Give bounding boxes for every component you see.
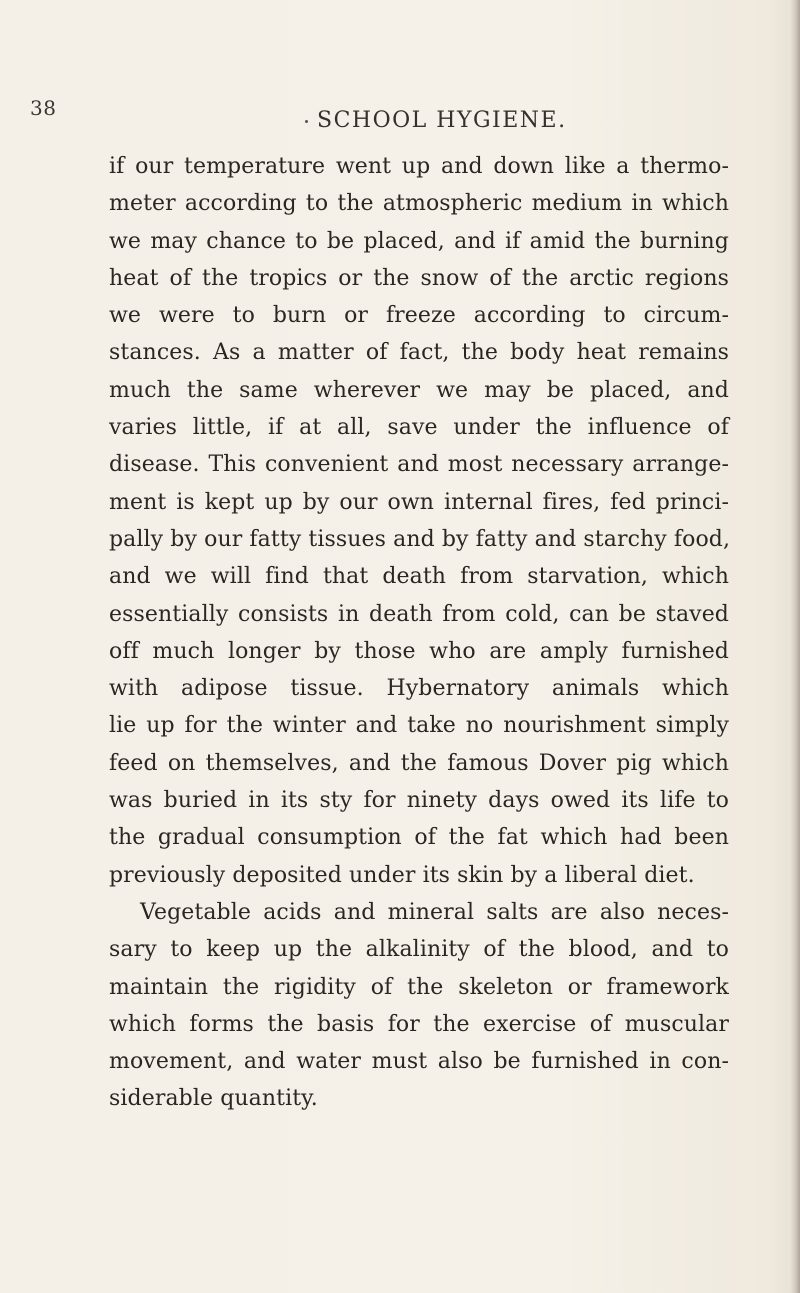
text-line: meter according to the atmospheric medium in which	[109, 191, 729, 217]
text-line: stances. As a matter of fact, the body heat remains	[109, 340, 729, 366]
running-head: SCHOOL HYGIENE.	[317, 108, 567, 133]
text-line: ment is kept up by our own internal fires, fed princi-	[109, 489, 729, 515]
text-line: if our temperature went up and down like a thermo-	[109, 154, 729, 179]
text-line: we may chance to be placed, and if amid the burning	[109, 228, 729, 254]
text-line: with adipose tissue. Hybernatory animals which	[109, 676, 729, 702]
text-line: the gradual consumption of the fat which had been	[109, 825, 729, 851]
text-line: maintain the rigidity of the skeleton or framework	[109, 974, 729, 1000]
page-header	[0, 96, 800, 138]
paragraph-2	[109, 894, 729, 1118]
text-line: much the same wherever we may be placed, and	[109, 377, 729, 403]
text-line: varies little, if at all, save under the influence of	[109, 415, 729, 441]
page-number: 38	[30, 96, 57, 120]
text-line: movement, and water must also be furnished in con-	[109, 1049, 729, 1075]
text-line: feed on themselves, and the famous Dover pig which	[109, 750, 729, 776]
text-line: Vegetable acids and mineral salts are also neces-	[140, 899, 729, 925]
text-line: lie up for the winter and take no nourishment simply	[109, 713, 729, 739]
text-line: siderable quantity.	[109, 1086, 318, 1112]
text-line: essentially consists in death from cold, can be staved	[109, 601, 729, 627]
text-line: pally by our fatty tissues and by fatty and starchy food,	[109, 526, 731, 552]
bullet-dot-icon	[305, 120, 308, 123]
text-line: previously deposited under its skin by a liberal diet.	[109, 862, 695, 888]
text-line: sary to keep up the alkalinity of the blood, and to	[109, 937, 729, 963]
text-line: was buried in its sty for ninety days owed its life to	[109, 788, 729, 814]
text-line: disease. This convenient and most necessary arrange-	[109, 452, 729, 478]
text-line: we were to burn or freeze according to circum-	[109, 303, 729, 329]
running-head-wrapper	[305, 108, 567, 133]
text-line: and we will find that death from starvation, which	[109, 564, 729, 590]
body-text	[109, 148, 729, 1118]
text-line: which forms the basis for the exercise of muscular	[109, 1011, 729, 1037]
text-line: off much longer by those who are amply furnished	[109, 638, 729, 664]
text-line: heat of the tropics or the snow of the arctic regions	[109, 265, 729, 291]
page-edge-shadow	[790, 0, 800, 1293]
paragraph-1	[109, 148, 729, 894]
